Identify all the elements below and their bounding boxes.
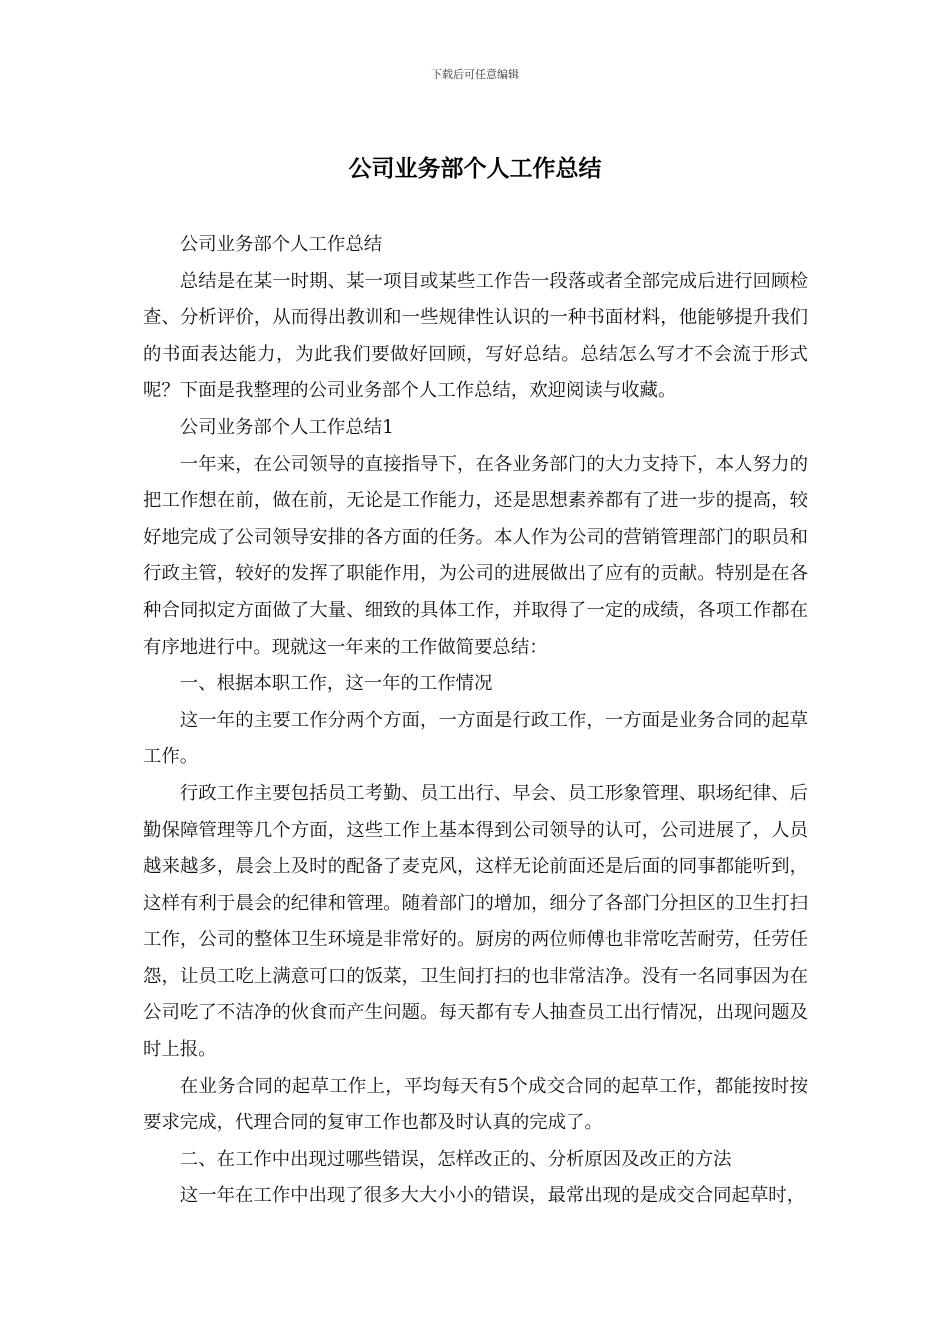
header-note: 下载后可任意编辑 [431, 68, 519, 81]
paragraph-admin-work: 行政工作主要包括员工考勤、员工出行、早会、员工形象管理、职场纪律、后勤保障管理等几个方面，这些工作上基本得到公司领导的认可，公司进展了，人员越来越多，晨会上及时的配备了麦克风，这样无论前面还是后面的同事都能听到，这样有利于晨会的纪律和管理。随着部门的增加，细分了各部门分担区的卫生打扫工作，公司的整体卫生环境是非常好的。厨房的两位师傅也非常吃苦耐劳，任劳任怨，让员工吃上满意可口的饭菜，卫生间打扫的也非常洁净。没有一名同事因为在公司吃了不洁净的伙食而产生问题。每天都有专人抽查员工出行情况，出现问题及时上报。 [143, 782, 808, 1061]
paragraph-errors: 这一年在工作中出现了很多大大小小的错误，最常出现的是成交合同起草时， [179, 1185, 806, 1207]
paragraph-overview: 一年来，在公司领导的直接指导下，在各业务部门的大力支持下，本人努力的把工作想在前，做在前，无论是工作能力，还是思想素养都有了进一步的提高，较好地完成了公司领导安排的各方面的任务。本人作为公司的营销管理部门的职员和行政主管，较好的发挥了职能作用，为公司的进展做出了应有的贡献。特别是在各种合同拟定方面做了大量、细致的具体工作，并取得了一定的成绩，各项工作都在有序地进行中。现就这一年来的工作做简要总结： [143, 453, 808, 658]
document-title: 公司业务部个人工作总结 [348, 155, 602, 182]
paragraph-main-work: 这一年的主要工作分两个方面，一方面是行政工作，一方面是业务合同的起草工作。 [143, 709, 808, 768]
paragraph-heading-one: 一、根据本职工作，这一年的工作情况 [179, 673, 493, 695]
paragraph-subtitle: 公司业务部个人工作总结 [179, 234, 383, 255]
paragraph-heading-two: 二、在工作中出现过哪些错误，怎样改正的、分析原因及改正的方法 [179, 1148, 732, 1170]
document-body [143, 227, 808, 1215]
paragraph-section-heading: 公司业务部个人工作总结1 [179, 416, 394, 438]
paragraph-intro: 总结是在某一时期、某一项目或某些工作告一段落或者全部完成后进行回顾检查、分析评价，从而得出教训和一些规律性认识的一种书面材料，他能够提升我们的书面表达能力，为此我们要做好回顾，写好总结。总结怎么写才不会流于形式呢？下面是我整理的公司业务部个人工作总结，欢迎阅读与收藏。 [143, 270, 808, 402]
paragraph-contract-work: 在业务合同的起草工作上，平均每天有5个成交合同的起草工作，都能按时按要求完成，代理合同的复审工作也都及时认真的完成了。 [143, 1075, 808, 1134]
